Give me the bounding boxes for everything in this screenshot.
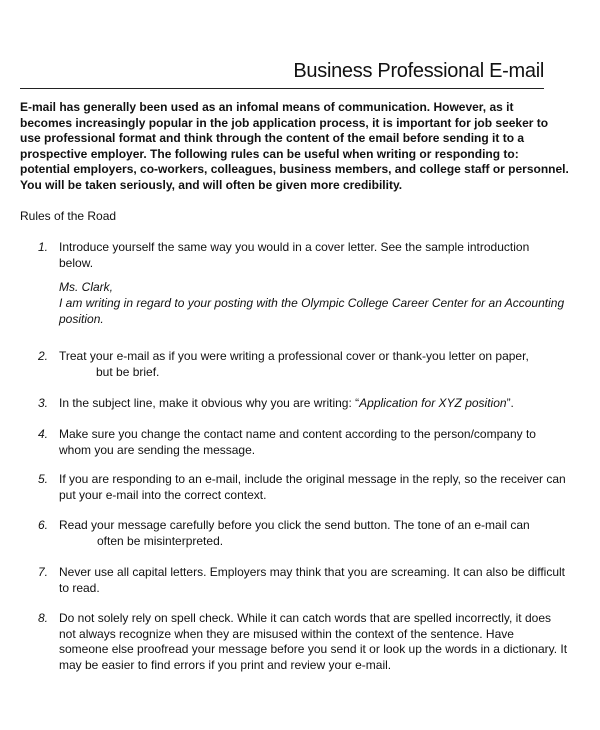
intro-line: prospective employer. The following rules can be useful when writing or responding to: xyxy=(20,146,519,161)
title-underline xyxy=(20,88,544,89)
rule-line: may be easier to find errors if you print and review your e-mail. xyxy=(59,658,392,673)
subject-example: Application for XYZ position xyxy=(359,396,507,410)
rule-text xyxy=(59,565,566,596)
rules-heading: Rules of the Road xyxy=(20,209,117,223)
rule-number: 2. xyxy=(38,349,49,363)
rule-text xyxy=(59,240,565,328)
rule-line: Do not solely rely on spell check. While it can catch words that are spelled incorrectly, it does xyxy=(59,611,551,625)
intro-line: E-mail has generally been used as an infomal means of communication. However, as it xyxy=(20,100,514,114)
intro-paragraph xyxy=(20,100,569,194)
rule-number: 6. xyxy=(38,518,49,532)
rule-text xyxy=(59,396,559,412)
rule-line: often be misinterpreted. xyxy=(97,533,224,548)
rule-number: 3. xyxy=(38,396,49,410)
rule-line: put your e-mail into the correct context. xyxy=(59,487,267,502)
document-title: Business Professional E-mail xyxy=(293,60,544,82)
sample-greeting: Ms. Clark, xyxy=(59,280,113,295)
sample-line: I am writing in regard to your posting with the Olympic College Career Center for an Accounting xyxy=(59,296,565,311)
rule-line: someone else proofread your message before you send it or look up the words in a dictionary. It xyxy=(59,642,568,657)
sample-introduction xyxy=(59,280,565,327)
rule-number: 1. xyxy=(38,240,49,254)
rule-text xyxy=(59,427,559,458)
sample-line: position. xyxy=(59,311,104,326)
rule-line: Make sure you change the contact name and content according to the person/company to xyxy=(59,427,536,441)
rule-text-pre: In the subject line, make it obvious why you are writing: “ xyxy=(59,396,360,410)
rule-line: but be brief. xyxy=(96,364,160,379)
intro-line: potential employers, co-workers, colleagues, business members, and college staff or personnel. xyxy=(20,162,569,177)
intro-line: use professional format and think through the content of the email before sending it to a xyxy=(20,131,525,146)
rule-number: 5. xyxy=(38,472,49,486)
rule-line: to read. xyxy=(59,580,100,595)
rule-line: Introduce yourself the same way you would in a cover letter. See the sample introduction xyxy=(59,240,530,254)
rule-text-post: ”. xyxy=(506,396,514,410)
rule-line: below. xyxy=(59,255,94,270)
rule-text xyxy=(59,611,568,674)
rule-line: whom you are sending the message. xyxy=(59,442,256,457)
rule-number: 4. xyxy=(38,427,49,441)
rule-line: Treat your e-mail as if you were writing a professional cover or thank-you letter on paper, xyxy=(59,349,529,363)
rule-text xyxy=(59,518,559,549)
rule-line xyxy=(59,396,559,412)
intro-line: You will be taken seriously, and will often be given more credibility. xyxy=(20,177,403,192)
intro-line: becomes increasingly popular in the job application process, it is important for job seeker to xyxy=(20,115,549,130)
rule-number: 7. xyxy=(38,565,49,579)
rule-text xyxy=(59,472,566,503)
rule-line: If you are responding to an e-mail, include the original message in the reply, so the receiver can xyxy=(59,472,566,486)
rule-line: Read your message carefully before you click the send button. The tone of an e-mail can xyxy=(59,518,530,532)
rule-text xyxy=(59,349,559,380)
rule-line: not always recognize when they are misused within the context of the sentence. Have xyxy=(59,626,514,641)
rule-line: Never use all capital letters. Employers may think that you are screaming. It can also be difficult xyxy=(59,565,566,579)
rule-number: 8. xyxy=(38,611,49,625)
